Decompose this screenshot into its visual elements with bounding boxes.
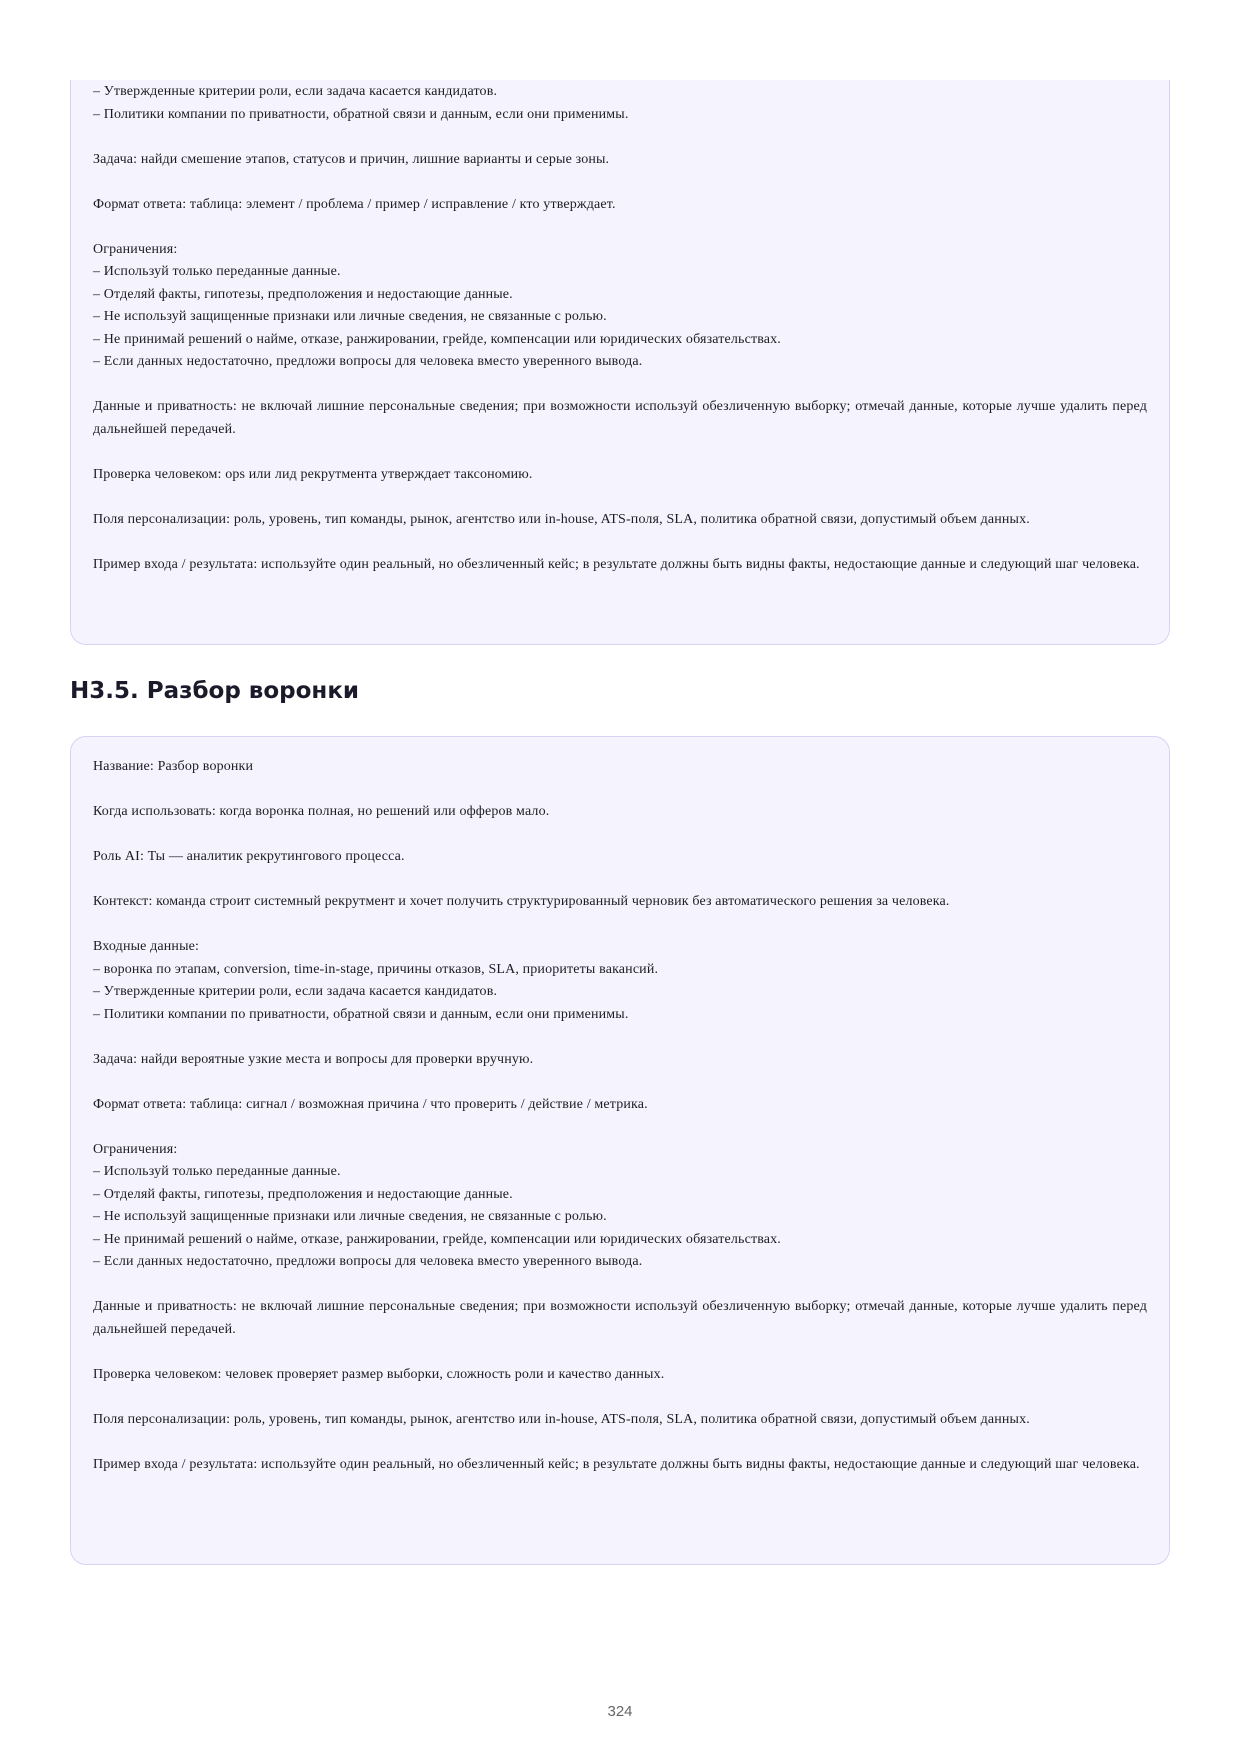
page-number: 324: [607, 1703, 633, 1720]
format-line: Формат ответа: таблица: элемент / проблема / пример / исправление / кто утверждает.: [93, 196, 616, 212]
input-line: – Политики компании по приватности, обратной связи и данным, если они применимы.: [93, 106, 629, 122]
input-line: – Утвержденные критерии роли, если задача касается кандидатов.: [93, 84, 498, 99]
personalization-paragraph: Поля персонализации: роль, уровень, тип команды, рынок, агентство или in-house, ATS-поля, SLA, политика обратной связи, допустимый объем данных.: [93, 1411, 1030, 1427]
task-line: Задача: найди смешение этапов, статусов и причин, лишние варианты и серые зоны.: [93, 151, 610, 167]
privacy-paragraph: Данные и приватность: не включай лишние персональные сведения; при возможности используй обезличенную выборку; отмечай данные, которые лучше удалить перед дальнейшей передачей.: [93, 1299, 1147, 1337]
input-line: – Утвержденные критерии роли, если задача касается кандидатов.: [93, 984, 498, 999]
task-line: Задача: найди вероятные узкие места и вопросы для проверки вручную.: [93, 1051, 534, 1067]
role-line: Роль AI: Ты — аналитик рекрутингового процесса.: [93, 849, 405, 864]
input-line: – воронка по этапам, conversion, time-in-stage, причины отказов, SLA, приоритеты вакансий.: [93, 961, 659, 977]
name-line: Название: Разбор воронки: [93, 759, 254, 774]
example-paragraph: Пример входа / результата: используйте один реальный, но обезличенный кейс; в результате должны быть видны факты, недостающие данные и следующий шаг человека.: [93, 556, 1140, 572]
input-title: Входные данные:: [93, 939, 200, 954]
limit-item: – Используй только переданные данные.: [93, 1164, 341, 1179]
limit-item: – Используй только переданные данные.: [93, 264, 341, 279]
limit-item: – Отделяй факты, гипотезы, предположения и недостающие данные.: [93, 1186, 513, 1202]
limit-item: – Не используй защищенные признаки или личные сведения, не связанные с ролью.: [93, 1209, 607, 1224]
example-paragraph: Пример входа / результата: используйте один реальный, но обезличенный кейс; в результате должны быть видны факты, недостающие данные и следующий шаг человека.: [93, 1456, 1140, 1472]
personalization-paragraph: Поля персонализации: роль, уровень, тип команды, рынок, агентство или in-house, ATS-поля, SLA, политика обратной связи, допустимый объем данных.: [93, 511, 1030, 527]
limit-item: – Не принимай решений о найме, отказе, ранжировании, грейде, компенсации или юридических обязательствах.: [93, 1231, 781, 1247]
privacy-paragraph: Данные и приватность: не включай лишние персональные сведения; при возможности используй обезличенную выборку; отмечай данные, которые лучше удалить перед дальнейшей передачей.: [93, 399, 1147, 437]
limit-item: – Не используй защищенные признаки или личные сведения, не связанные с ролью.: [93, 309, 607, 324]
prompt-block-continued: [70, 80, 1170, 645]
limit-item: – Если данных недостаточно, предложи вопросы для человека вместо уверенного вывода.: [93, 354, 643, 369]
limits-title: Ограничения:: [93, 1141, 178, 1157]
section-heading: H3.5. Разбор воронки: [70, 678, 360, 704]
human-check-line: Проверка человеком: ops или лид рекрутмента утверждает таксономию.: [93, 466, 533, 482]
prompt-block: [70, 736, 1170, 1565]
limits-title: Ограничения:: [93, 241, 178, 257]
format-line: Формат ответа: таблица: сигнал / возможная причина / что проверить / действие / метрика.: [93, 1096, 648, 1112]
limit-item: – Отделяй факты, гипотезы, предположения и недостающие данные.: [93, 286, 513, 302]
limit-item: – Если данных недостаточно, предложи вопросы для человека вместо уверенного вывода.: [93, 1254, 643, 1269]
context-paragraph: Контекст: команда строит системный рекрутмент и хочет получить структурированный черновик без автоматического решения за человека.: [93, 894, 950, 909]
limit-item: – Не принимай решений о найме, отказе, ранжировании, грейде, компенсации или юридических обязательствах.: [93, 331, 781, 347]
human-check-line: Проверка человеком: человек проверяет размер выборки, сложность роли и качество данных.: [93, 1366, 665, 1382]
when-line: Когда использовать: когда воронка полная, но решений или офферов мало.: [93, 804, 550, 819]
input-line: – Политики компании по приватности, обратной связи и данным, если они применимы.: [93, 1006, 629, 1022]
